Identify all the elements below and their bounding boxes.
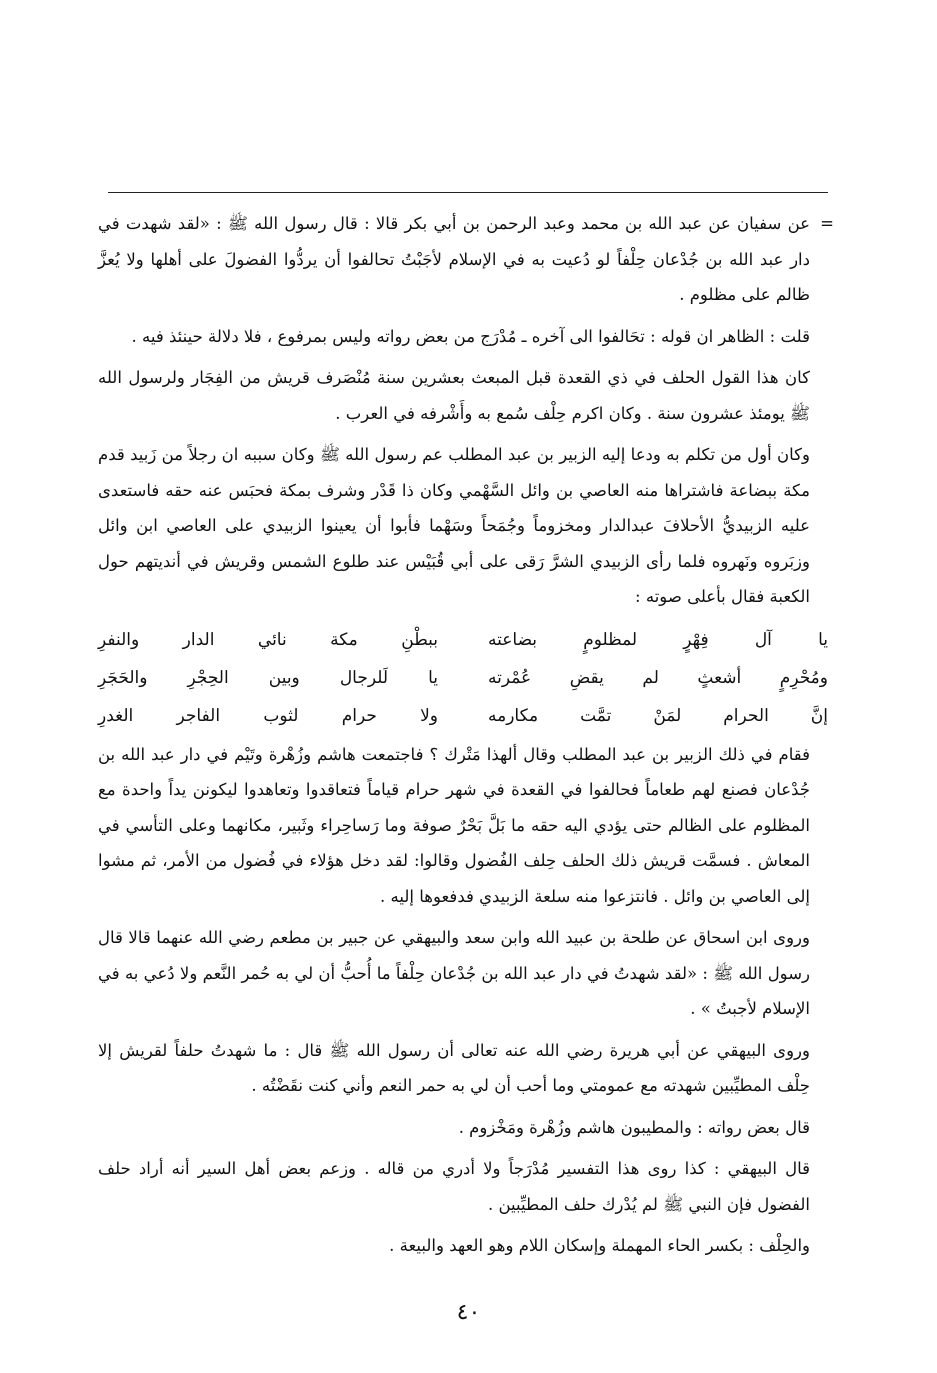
- paragraph-bayhaqi-comment: قال البيهقي : كذا روى هذا التفسير مُدْرَجاً ولا أدري من قاله . وزعم بعض أهل السير أنه أراد حلف الفضول فإن النبي ﷺ لم يُدْرك حلف المطيِّبين .: [98, 1159, 810, 1214]
- verse-second-hemistich: ببطْنِ مكة نائي الدار والنفرِ: [98, 629, 438, 650]
- footnote-text: عن سفيان عن عبد الله بن محمد وعبد الرحمن بن أبي بكر قالا : قال رسول الله ﷺ : «لقد شهدت في دار عبد الله بن جُدْعان حِلْفاً لو دُعيت به في الإسلام لأجَبْتُ تحالفوا أن يردُّوا الفضولَ على أهلها ولا يُعزَّ ظالم على مظلوم .: [98, 214, 810, 304]
- paragraph-commentary: قلت : الظاهر ان قوله : تحَالفوا الى آخره ـ مُدْرَج من بعض رواته وليس بمرفوع ، فلا دلالة حينئذ فيه .: [131, 326, 810, 346]
- paragraph-mutayyibun-note: قال بعض رواته : والمطيبون هاشم وزُهْرة ومَخْزوم .: [458, 1117, 810, 1137]
- text-column: [98, 206, 834, 1270]
- paragraph-pact-date: كان هذا القول الحلف في ذي القعدة قبل المبعث بعشرين سنة مُنْصَرف قريش من الفِجَار ولرسول الله ﷺ يومئذ عشرون سنة . وكان اكرم حِلْف سُمع به وأَشْرفه في العرب .: [98, 368, 810, 423]
- paragraph-bayhaqi-narration: وروى البيهقي عن أبي هريرة رضي الله عنه تعالى أن رسول الله ﷺ قال : ما شهدتُ حلفاً لقريش إلا حِلْف المطيِّبين شهدته مع عمومتي وما أحب أن لي به حمر النعم وأني كنت نقَضْتُه .: [98, 1040, 810, 1095]
- poem-verse: [98, 697, 828, 735]
- verse-second-hemistich: ولا حرام لثوب الفاجر الغدرِ: [98, 705, 438, 726]
- poem-verse: [98, 659, 828, 697]
- paragraph-ibn-ishaq-narration: وروى ابن اسحاق عن طلحة بن عبيد الله وابن سعد والبيهقي عن جبير بن مطعم رضي الله عنهما قالا قال رسول الله ﷺ : «لقد شهدتُ في دار عبد الله بن جُدْعان حِلْفاً ما أُحبُّ أن لي به حُمر النَّعم ولا دُعي به في الإسلام لأجبتُ » .: [98, 928, 810, 1018]
- poem-verse: [98, 621, 828, 659]
- poem-verses: [98, 621, 828, 735]
- continuation-marker: =: [820, 214, 834, 233]
- footnote-separator-rule: [108, 192, 828, 193]
- verse-second-hemistich: يا لَلرجال وبين الحِجْرِ والحَجَرِ: [98, 667, 438, 688]
- page-number: ٤٠: [456, 1300, 481, 1325]
- verse-first-hemistich: ومُحْرِمٍ أشعثٍ لم يقضِ عُمْرته: [488, 667, 828, 688]
- paragraph-pact-formation: فقام في ذلك الزبير بن عبد المطلب وقال ألهذا مَتْرك ؟ فاجتمعت هاشم وزُهْرة وتَيْم في دار عبد الله بن جُدْعان فصنع لهم طعاماً فحالفوا في القعدة في شهر حرام قياماً فتعاقدوا وتعاهدوا ليكونن يداً واحدة مع المظلوم على الظالم حتى يؤدي اليه حقه ما بَلَّ بَحْرٌ صوفة وما رَساحِراء وثَبير، مكانهما وعلى التأسي في المعاش . فسمَّت قريش ذلك الحلف حِلف الفُضول وقالوا: لقد دخل هؤلاء في فُضول من الأمر، ثم مشوا إلى العاصي بن وائل . فانتزعوا منه سلعة الزبيدي فدفعوها إليه .: [98, 744, 810, 906]
- paragraph-pact-origin: وكان أول من تكلم به ودعا إليه الزبير بن عبد المطلب عم رسول الله ﷺ وكان سببه ان رجلاً من زَبيد قدم مكة ببضاعة فاشتراها منه العاصي بن وائل السَّهْمي وكان ذا قَدْر وشرف بمكة فحبَس عنه حقه فاستعدى عليه الزبيديُّ الأحلافَ عبدالدار ومخزوماً وجُمَحاً وسَهْما فأبوا أن يعينوا الزبيدي على العاصي ابن وائل وزبَروه ونَهروه فلما رأى الزبيدي الشرَّ رَقى على أبي قُبَيْس عند طلوع الشمس وقريش في أنديتهم حول الكعبة فقال بأعلى صوته :: [98, 445, 811, 606]
- verse-first-hemistich: يا آل فِهْرٍ لمظلومٍ بضاعته: [488, 629, 828, 650]
- footnote-continuation: [98, 206, 834, 313]
- paragraph-hilf-definition: والحِلْف : بكسر الحاء المهملة وإسكان اللام وهو العهد والبيعة .: [389, 1236, 810, 1255]
- verse-first-hemistich: إنَّ الحرام لمَنْ تمَّت مكارمه: [488, 705, 828, 726]
